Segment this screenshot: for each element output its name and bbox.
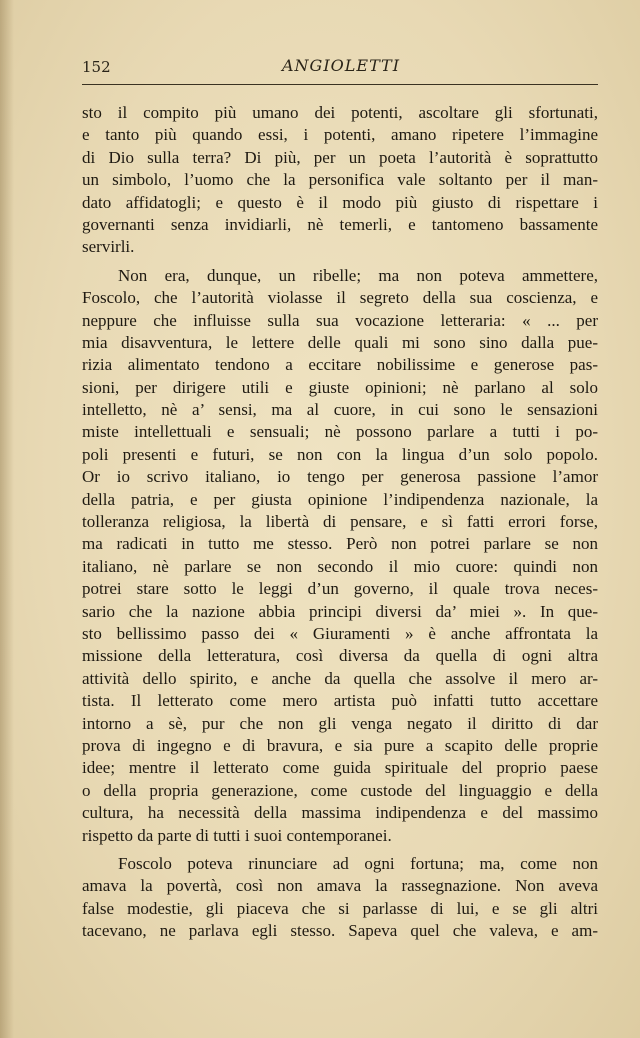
text-line: sario che la nazione abbia principi diversi da’ miei ». In que- [82,601,598,621]
text-line: false modestie, gli piaceva che si parlasse di lui, e se gli altri [82,898,598,918]
text-line: intelletto, nè a’ sensi, ma al cuore, in cui sono le sensazioni [82,400,598,420]
page-number: 152 [82,58,111,76]
text-line: tacevano, ne parlava egli stesso. Sapeva quel che valeva, e am- [82,921,598,941]
text-line: mia disavventura, le lettere delle quali mi sono sino dalla pue- [82,332,598,352]
text-line: Foscolo poteva rinunciare ad ogni fortuna; ma, come non [118,853,598,873]
text-line: Or io scrivo italiano, io tengo per generosa passione l’amor [82,467,598,487]
text-line: dato affidatogli; e questo è il modo più giusto di rispettare i [82,192,598,212]
paragraph [82,853,598,943]
text-line: rispetto da parte di tutti i suoi contemporanei. [82,825,392,845]
text-line: sto bellissimo passo dei « Giuramenti » è anche affrontata la [82,623,598,643]
text-line: poli presenti e futuri, se non con la lingua d’un solo popolo. [82,444,598,464]
text-line: tolleranza religiosa, la libertà di pensare, e sì fatti errori forse, [82,512,598,532]
text-line: italiano, nè parlare se non secondo il mio cuore: quindi non [82,556,598,576]
text-line: servirli. [82,237,135,257]
binding-shadow [0,0,14,1038]
running-head [82,56,598,82]
paragraph [82,102,598,259]
text-line: intorno a sè, pur che non gli venga negato il diritto di dar [82,713,598,733]
text-line: o della propria generazione, come custode del linguaggio e della [82,780,598,800]
text-line: sioni, per dirigere utili e giuste opinioni; nè parlano al solo [82,377,598,397]
text-line: amava la povertà, così non amava la rassegnazione. Non aveva [82,876,598,896]
text-line: attività dello spirito, e anche da quella che assolve il mero ar- [82,668,598,688]
header-rule [82,84,598,85]
text-line: ma radicati in tutto me stesso. Però non potrei parlare se non [82,534,598,554]
text-line: Foscolo, che l’autorità violasse il segreto della sua coscienza, e [82,288,598,308]
paragraph [82,265,598,847]
text-line: di Dio sulla terra? Di più, per un poeta l’autorità è soprattutto [82,147,598,167]
text-line: idee; mentre il letterato come guida spirituale del proprio paese [82,758,598,778]
text-line: e tanto più quando essi, i potenti, amano ripetere l’immagine [82,125,598,145]
text-line: sto il compito più umano dei potenti, ascoltare gli sfortunati, [82,103,598,122]
text-line: prova di ingegno e di bravura, e sia pure a scapito delle proprie [82,735,598,755]
text-line: neppure che influisse sulla sua vocazione letteraria: « ... per [82,310,598,330]
text-line: rizia alimentato tendono a eccitare nobilissime e generose pas- [82,355,598,375]
running-title: ANGIOLETTI [282,56,401,75]
text-line: missione della letteratura, così diversa da quella di ogni altra [82,646,598,666]
text-line: miste intellettuali e sensuali; nè possono parlare a tutti i po- [82,422,598,442]
text-line: governanti senza invidiarli, nè temerli, e tantomeno bassamente [82,214,598,234]
text-line: della patria, e per giusta opinione l’indipendenza nazionale, la [82,489,598,509]
body-text [82,102,598,942]
text-line: tista. Il letterato come mero artista può infatti tutto accettare [82,691,598,711]
text-line: potrei stare sotto le leggi d’un governo, il quale trova neces- [82,579,598,599]
text-line: cultura, ha necessità della massima indipendenza e del massimo [82,803,598,823]
text-line: un simbolo, l’uomo che la personifica vale soltanto per il man- [82,170,598,190]
text-line: Non era, dunque, un ribelle; ma non poteva ammettere, [118,265,598,285]
